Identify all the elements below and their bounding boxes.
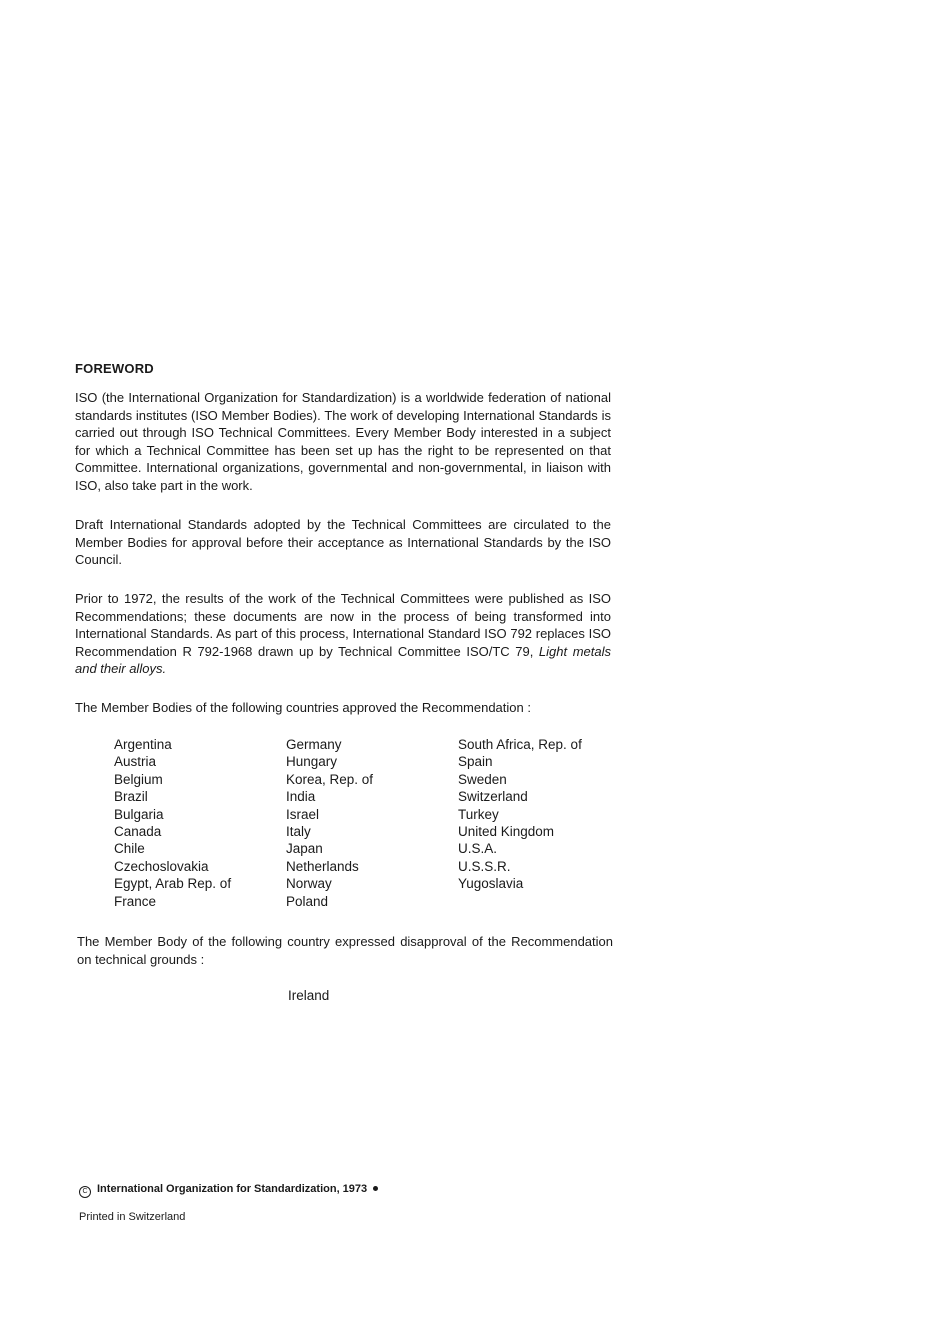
- country-item: Switzerland: [458, 789, 528, 805]
- bullet-icon: [373, 1186, 378, 1191]
- disapproval-intro: The Member Body of the following country expressed disapproval of the Recommendation on technical grounds :: [77, 934, 613, 967]
- country-item: Germany: [286, 737, 342, 752]
- country-item: Poland: [286, 893, 329, 909]
- country-item: United Kingdom: [458, 824, 555, 840]
- country-item: South Africa, Rep. of: [458, 737, 582, 752]
- country-list-column-3: [458, 736, 582, 893]
- country-item: Argentina: [114, 737, 172, 752]
- country-item: Israel: [286, 806, 320, 822]
- country-item: Netherlands: [286, 858, 359, 874]
- foreword-paragraph-1: ISO (the International Organization for Standardization) is a worldwide federation of national standards institutes (ISO Member Bodies). The work of developing International Standards is carried out through ISO Technical Committees. Every Member Body interested in a subject for which a Technical Committee has been set up has the right to be represented on that Committee. International organizations, governmental and non-governmental, in liaison with ISO, also take part in the work.: [75, 390, 611, 493]
- country-item: Austria: [114, 754, 157, 770]
- committee-title: Light metals and their alloys.: [75, 643, 611, 677]
- country-item: Sweden: [458, 771, 507, 787]
- country-item: U.S.A.: [458, 841, 498, 857]
- country-item: Yugoslavia: [458, 876, 524, 892]
- country-item: India: [286, 789, 316, 805]
- approval-intro: The Member Bodies of the following countries approved the Recommendation :: [75, 700, 531, 715]
- country-item: France: [114, 893, 157, 909]
- page-title: FOREWORD: [75, 361, 154, 376]
- country-item: Japan: [286, 841, 323, 857]
- country-item: U.S.S.R.: [458, 858, 511, 874]
- country-item: Belgium: [114, 771, 163, 787]
- copyright-icon: C: [79, 1186, 91, 1198]
- country-item: Egypt, Arab Rep. of: [114, 876, 232, 892]
- country-item: Italy: [286, 824, 311, 840]
- country-item: Canada: [114, 824, 162, 840]
- disapproving-country: Ireland: [288, 988, 330, 1003]
- copyright-line: [79, 1183, 378, 1198]
- foreword-paragraph-2: Draft International Standards adopted by the Technical Committees are circulated to the Member Bodies for approval before their acceptance as International Standards by the ISO Council.: [75, 517, 611, 568]
- copyright-text: International Organization for Standardization, 1973: [97, 1183, 368, 1195]
- paragraph-3-text: Prior to 1972, the results of the work of the Technical Committees were published as ISO Recommendations; these documents are now in the process of being transformed into International Standards. As part of this process, International Standard ISO 792 replaces ISO Recommendation R 792-1968 drawn up by Technical Committee ISO/TC 79,: [75, 591, 611, 659]
- country-item: Czechoslovakia: [114, 858, 209, 874]
- country-list-column-2: [286, 736, 373, 910]
- country-item: Korea, Rep. of: [286, 771, 374, 787]
- foreword-paragraph-3: [75, 590, 611, 678]
- country-item: Hungary: [286, 754, 338, 770]
- printed-location: Printed in Switzerland: [79, 1211, 186, 1223]
- country-item: Brazil: [114, 789, 148, 805]
- country-list-column-1: [114, 736, 231, 910]
- country-item: Chile: [114, 841, 145, 857]
- country-item: Bulgaria: [114, 806, 164, 822]
- country-item: Turkey: [458, 806, 499, 822]
- country-item: Spain: [458, 754, 493, 770]
- country-item: Norway: [286, 876, 332, 892]
